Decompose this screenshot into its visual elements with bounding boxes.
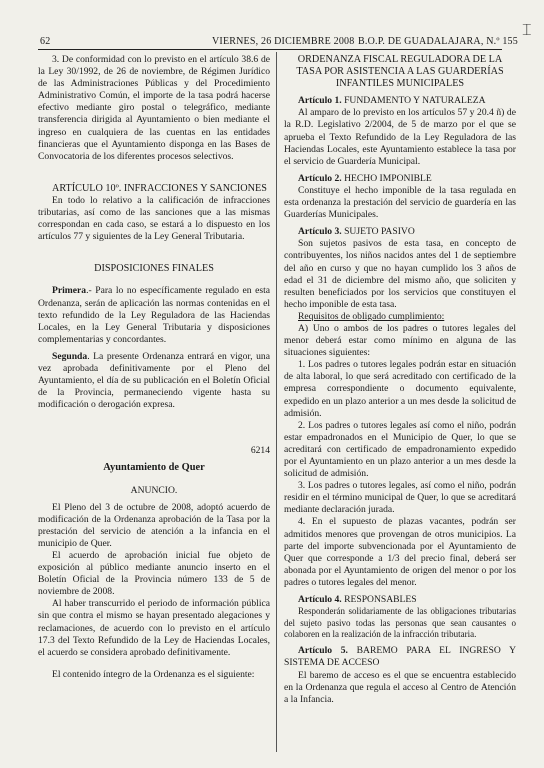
article-heading: Artículo 4. RESPONSABLES	[298, 594, 417, 606]
column-divider	[276, 52, 277, 752]
list-item: 1. Los padres o tutores legales podrán estar en situación de alta laboral, lo que será acreditado con certificado de la empresa correspondiente o documento equivalente, expedido en un plazo anterior a un mes desde la solicitud de admisión.	[284, 359, 516, 419]
list-item: 4. En el supuesto de plazas vacantes, podrán ser admitidos menores que provengan de otros municipios. La parte del importe subvencionada por el Ayuntamiento de Quer que corresponde a 1/3 del precio final, deberá ser abonada por el Ayuntamiento de origen del menor o por los padres o tutores legales del menor.	[284, 516, 516, 588]
organization-title: Ayuntamiento de Quer	[103, 462, 205, 474]
paragraph: Al haber transcurrido el periodo de información pública sin que contra el mismo se hayan presentado alegaciones y reclamaciones, de acuerdo con lo previsto en el artículo 17.3 del Texto Refundido de la Ley de Haciendas Locales, el acuerdo se considera aprobado definitivamente.	[38, 598, 270, 658]
header-journal: B.O.P. DE GUADALAJARA, N.º 155	[358, 36, 518, 47]
article-heading: Artículo 1. FUNDAMENTO Y NATURALEZA	[298, 95, 486, 107]
paragraph: Responderán solidariamente de las obligaciones tributarias del sujeto pasivo todas las personas que sean causantes o colaboren en la realización de la infracción tributaria.	[284, 606, 516, 639]
header-date: VIERNES, 26 DICIEMBRE 2008	[212, 36, 355, 47]
list-item: 2. Los padres o tutores legales así como el niño, podrán estar empadronados en el Municipio de Quer, lo que se acreditará con certificado de empadronamiento expedido por el Ayuntamiento en un plazo anterior a un mes desde la solicitud de admisión.	[284, 419, 516, 480]
paragraph: A) Uno o ambos de los padres o tutores legales del menor deberá estar como mínimo en alguna de las situaciones siguientes:	[284, 322, 516, 359]
list-item: 3. Los padres o tutores legales, así como el niño, podrán residir en el término municipal de Quer, lo que se acreditará mediante declaración jurada.	[284, 480, 516, 516]
page-number: 62	[40, 36, 51, 47]
paragraph: En todo lo relativo a la calificación de infracciones tributarias, así como de las sanciones que a las mismas correspondan en cada caso, se estará a lo dispuesto en los artículos 77 y siguientes de la Ley General Tributaria.	[38, 194, 270, 243]
announcement-label: ANUNCIO.	[130, 484, 178, 496]
reference-number: 6214	[250, 445, 270, 457]
section-heading: DISPOSICIONES FINALES	[94, 263, 214, 275]
article-heading: Artículo 5. BAREMO PARA EL INGRESO Y SISTEMA DE ACCESO	[284, 645, 516, 669]
article-heading: Artículo 3. SUJETO PASIVO	[298, 226, 415, 238]
left-column	[38, 54, 270, 681]
header-rule	[38, 49, 502, 50]
paragraph: Constituye el hecho imponible de la tasa regulada en esta ordenanza la prestación del servicio de guardería en las Guarderías Municipales.	[284, 184, 516, 221]
section-heading: ARTÍCULO 10º. INFRACCIONES Y SANCIONES	[52, 182, 267, 194]
right-column	[284, 54, 516, 706]
paragraph: 3. De conformidad con lo previsto en el artículo 38.6 de la Ley 30/1992, de 26 de noviembre, de Régimen Jurídico de las Administraciones Públicas y del Procedimiento Administrativo Común, el importe de la tasa podrá hacerse efectivo mediante giro postal o telegráfico, mediante transferencia dirigida al Ayuntamiento o bien mediante el ingreso en cualquiera de las cuentas en las entidades financieras que el Ayuntamiento disponga en las Bases de Convocatoria de los diferentes procesos selectivos.	[38, 54, 270, 162]
article-heading: Artículo 2. HECHO IMPONIBLE	[298, 172, 432, 184]
paragraph: El Pleno del 3 de octubre de 2008, adoptó acuerdo de modificación de la Ordenanza aprobación de la Tasa por la prestación del servicio de atención a la infancia en el municipio de Quer.	[38, 501, 270, 549]
paragraph: El acuerdo de aprobación inicial fue objeto de exposición al público mediante anuncio inserto en el Boletín Oficial de la Provincia número 133 de 5 de noviembre de 2008.	[38, 550, 270, 598]
paragraph: Primera.- Para lo no específicamente regulado en esta Ordenanza, serán de aplicación las normas contenidas en el texto refundido de la Ley Reguladora de las Haciendas Locales, en la Ley General Tributaria y disposiciones complementarias y concordantes.	[38, 285, 270, 345]
subheading: Requisitos de obligado cumplimiento:	[298, 310, 445, 322]
margin-mark: ⌶	[522, 22, 532, 39]
ordinance-title: ORDENANZA FISCAL REGULADORA DE LA TASA POR ASISTENCIA A LAS GUARDERÍAS INFANTILES MUNICIPALES	[296, 54, 504, 90]
paragraph: El contenido íntegro de la Ordenanza es el siguiente:	[52, 668, 255, 680]
paragraph: Son sujetos pasivos de esta tasa, en concepto de contribuyentes, los niños nacidos antes del 1 de septiembre del año en curso y que no hayan cumplido los 3 años de edad el 31 de diciembre del mismo año, que soliciten y resulten beneficiados por los servicios que constituyen el hecho imponible de esta tasa.	[284, 238, 516, 310]
paragraph: Al amparo de lo previsto en los artículos 57 y 20.4 ñ) de la R.D. Legislativo 2/2004, de 5 de marzo por el que se aprueba el Texto Refundido de la Ley Reguladora de las Haciendas Locales, este Ayuntamiento establece la tasa por el servicio de Guardería Municipal.	[284, 107, 516, 167]
paragraph: Segunda. La presente Ordenanza entrará en vigor, una vez aprobada definitivamente por el Pleno del Ayuntamiento, el día de su publicación en el Boletín Oficial de la Provincia, permaneciendo vigente hasta su modificación o derogación expresa.	[38, 350, 270, 411]
paragraph: El baremo de acceso es el que se encuentra establecido en la Ordenanza que regula el acceso al Centro de Atención a la Infancia.	[284, 669, 516, 705]
